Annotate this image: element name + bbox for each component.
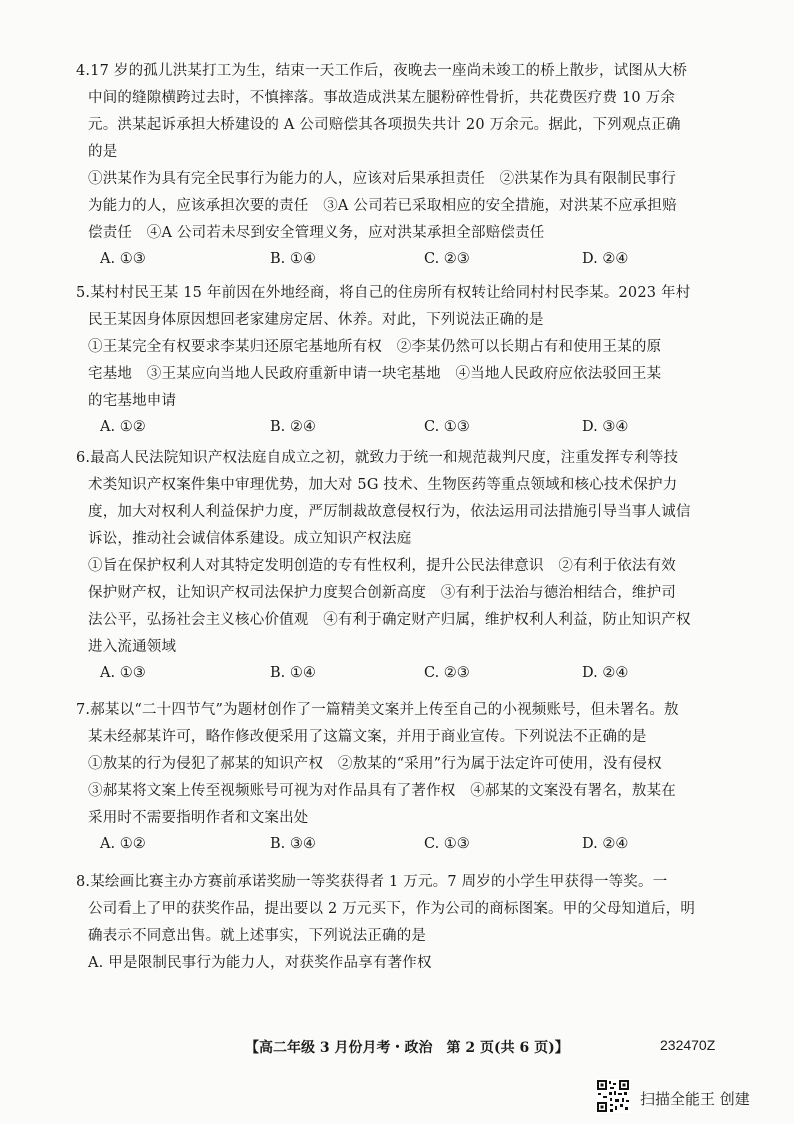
choice-b: B. ①④ xyxy=(270,665,316,681)
statement-line: 保护财产权，让知识产权司法保护力度契合创新高度 ③有利于法治与德治相结合，维护司 xyxy=(88,585,676,601)
question-text-line: 中间的缝隙横跨过去时，不慎摔落。事故造成洪某左腿粉碎性骨折，共花费医疗费 10 万余 xyxy=(88,90,676,106)
statement-line: ①旨在保护权利人对其特定发明创造的专有性权利，提升公民法律意识 ②有利于依法有效 xyxy=(88,558,676,574)
choice-a-line: A. 甲是限制民事行为能力人，对获奖作品享有著作权 xyxy=(88,955,432,971)
choice-c: C. ②③ xyxy=(424,665,470,681)
statement-line: 法公平，弘扬社会主义核心价值观 ④有利于确定财产归属，维护权利人利益，防止知识产权 xyxy=(88,612,691,628)
statement-line: 宅基地 ③王某应向当地人民政府重新申请一块宅基地 ④当地人民政府应依法驳回王某 xyxy=(88,366,662,382)
question-text-line: 的是 xyxy=(88,144,118,160)
question-text-line: 元。洪某起诉承担大桥建设的 A 公司赔偿其各项损失共计 20 万余元。据此，下列观点正确 xyxy=(88,117,681,133)
question-8 xyxy=(76,869,728,977)
answer-choices xyxy=(88,247,728,275)
question-text-line: 5.某村村民王某 15 年前因在外地经商，将自己的住房所有权转让给同村村民李某。2023 年村 xyxy=(76,285,691,301)
question-text-line: 诉讼，推动社会诚信体系建设。成立知识产权法庭 xyxy=(88,531,412,547)
question-text-line: 公司看上了甲的获奖作品，提出要以 2 万元买下，作为公司的商标图案。甲的父母知道后，明 xyxy=(88,901,696,917)
choice-a: A. ①③ xyxy=(100,251,146,267)
question-text-line: 度，加大对权利人利益保护力度，严厉制裁故意侵权行为，依法运用司法措施引导当事人诚信 xyxy=(88,504,691,520)
question-text-line: 7.郝某以“二十四节气”为题材创作了一篇精美文案并上传至自己的小视频账号，但未署名。敖 xyxy=(76,702,679,718)
answer-choices xyxy=(88,415,728,443)
question-7 xyxy=(76,697,728,860)
statement-line: 进入流通领域 xyxy=(88,639,177,655)
choice-a: A. ①② xyxy=(100,419,146,435)
choice-c: C. ①③ xyxy=(424,419,470,435)
statement-line: ①洪某作为具有完全民事行为能力的人，应该对后果承担责任 ②洪某作为具有限制民事行 xyxy=(88,171,676,187)
statement-line: ③郝某将文案上传至视频账号可视为对作品具有了著作权 ④郝某的文案没有署名，敖某在 xyxy=(88,783,676,799)
statement-line: 为能力的人，应该承担次要的责任 ③A 公司若已采取相应的安全措施，对洪某不应承担赔 xyxy=(88,198,677,214)
choice-a: A. ①② xyxy=(100,836,146,852)
question-text-line: 民王某因身体原因想回老家建房定居、休养。对此，下列说法正确的是 xyxy=(88,312,544,328)
choice-d: D. ②④ xyxy=(582,665,629,681)
question-5 xyxy=(76,280,728,443)
choice-a: A. ①③ xyxy=(100,665,146,681)
question-text-line: 某未经郝某许可，略作修改便采用了这篇文案，并用于商业宣传。下列说法不正确的是 xyxy=(88,729,647,745)
question-text-line: 4.17 岁的孤儿洪某打工为生，结束一天工作后，夜晚去一座尚未竣工的桥上散步，试图从大桥 xyxy=(76,63,688,79)
choice-d: D. ②④ xyxy=(582,251,629,267)
answer-choices xyxy=(88,832,728,860)
statement-line: 偿责任 ④A 公司若未尽到安全管理义务，应对洪某承担全部赔偿责任 xyxy=(88,225,545,241)
question-text-line: 确表示不同意出售。就上述事实，下列说法正确的是 xyxy=(88,928,427,944)
choice-c: C. ①③ xyxy=(424,836,470,852)
footer-title: 【高二年级 3 月份月考・政治 第 2 页(共 6 页)】 xyxy=(245,1040,569,1056)
statement-line: 采用时不需要指明作者和文案出处 xyxy=(88,810,309,826)
statement-line: ①王某完全有权要求李某归还原宅基地所有权 ②李某仍然可以长期占有和使用王某的原 xyxy=(88,339,662,355)
choice-b: B. ③④ xyxy=(270,836,316,852)
statement-line: ①敖某的行为侵犯了郝某的知识产权 ②敖某的“采用”行为属于法定许可使用，没有侵权 xyxy=(88,756,662,772)
answer-choices xyxy=(88,661,728,689)
choice-b: B. ①④ xyxy=(270,251,316,267)
scanner-watermark xyxy=(596,1079,786,1115)
watermark-text: 扫描全能王 创建 xyxy=(640,1090,750,1108)
question-text-line: 8.某绘画比赛主办方赛前承诺奖励一等奖获得者 1 万元。7 周岁的小学生甲获得一等奖。一 xyxy=(76,874,668,890)
choice-b: B. ②④ xyxy=(270,419,316,435)
question-text-line: 6.最高人民法院知识产权法庭自成立之初，就致力于统一和规范裁判尺度，注重发挥专利等技 xyxy=(76,450,679,466)
choice-d: D. ③④ xyxy=(582,419,629,435)
page-footer xyxy=(0,1037,794,1059)
qr-code-icon xyxy=(596,1079,630,1113)
question-text-line: 术类知识产权案件集中审理优势，加大对 5G 技术、生物医药等重点领域和核心技术保护力 xyxy=(88,477,678,493)
question-4 xyxy=(76,58,728,275)
choice-d: D. ②④ xyxy=(582,836,629,852)
choice-c: C. ②③ xyxy=(424,251,470,267)
statement-line: 的宅基地申请 xyxy=(88,393,177,409)
paper-code: 232470Z xyxy=(660,1037,716,1053)
question-6 xyxy=(76,445,728,689)
